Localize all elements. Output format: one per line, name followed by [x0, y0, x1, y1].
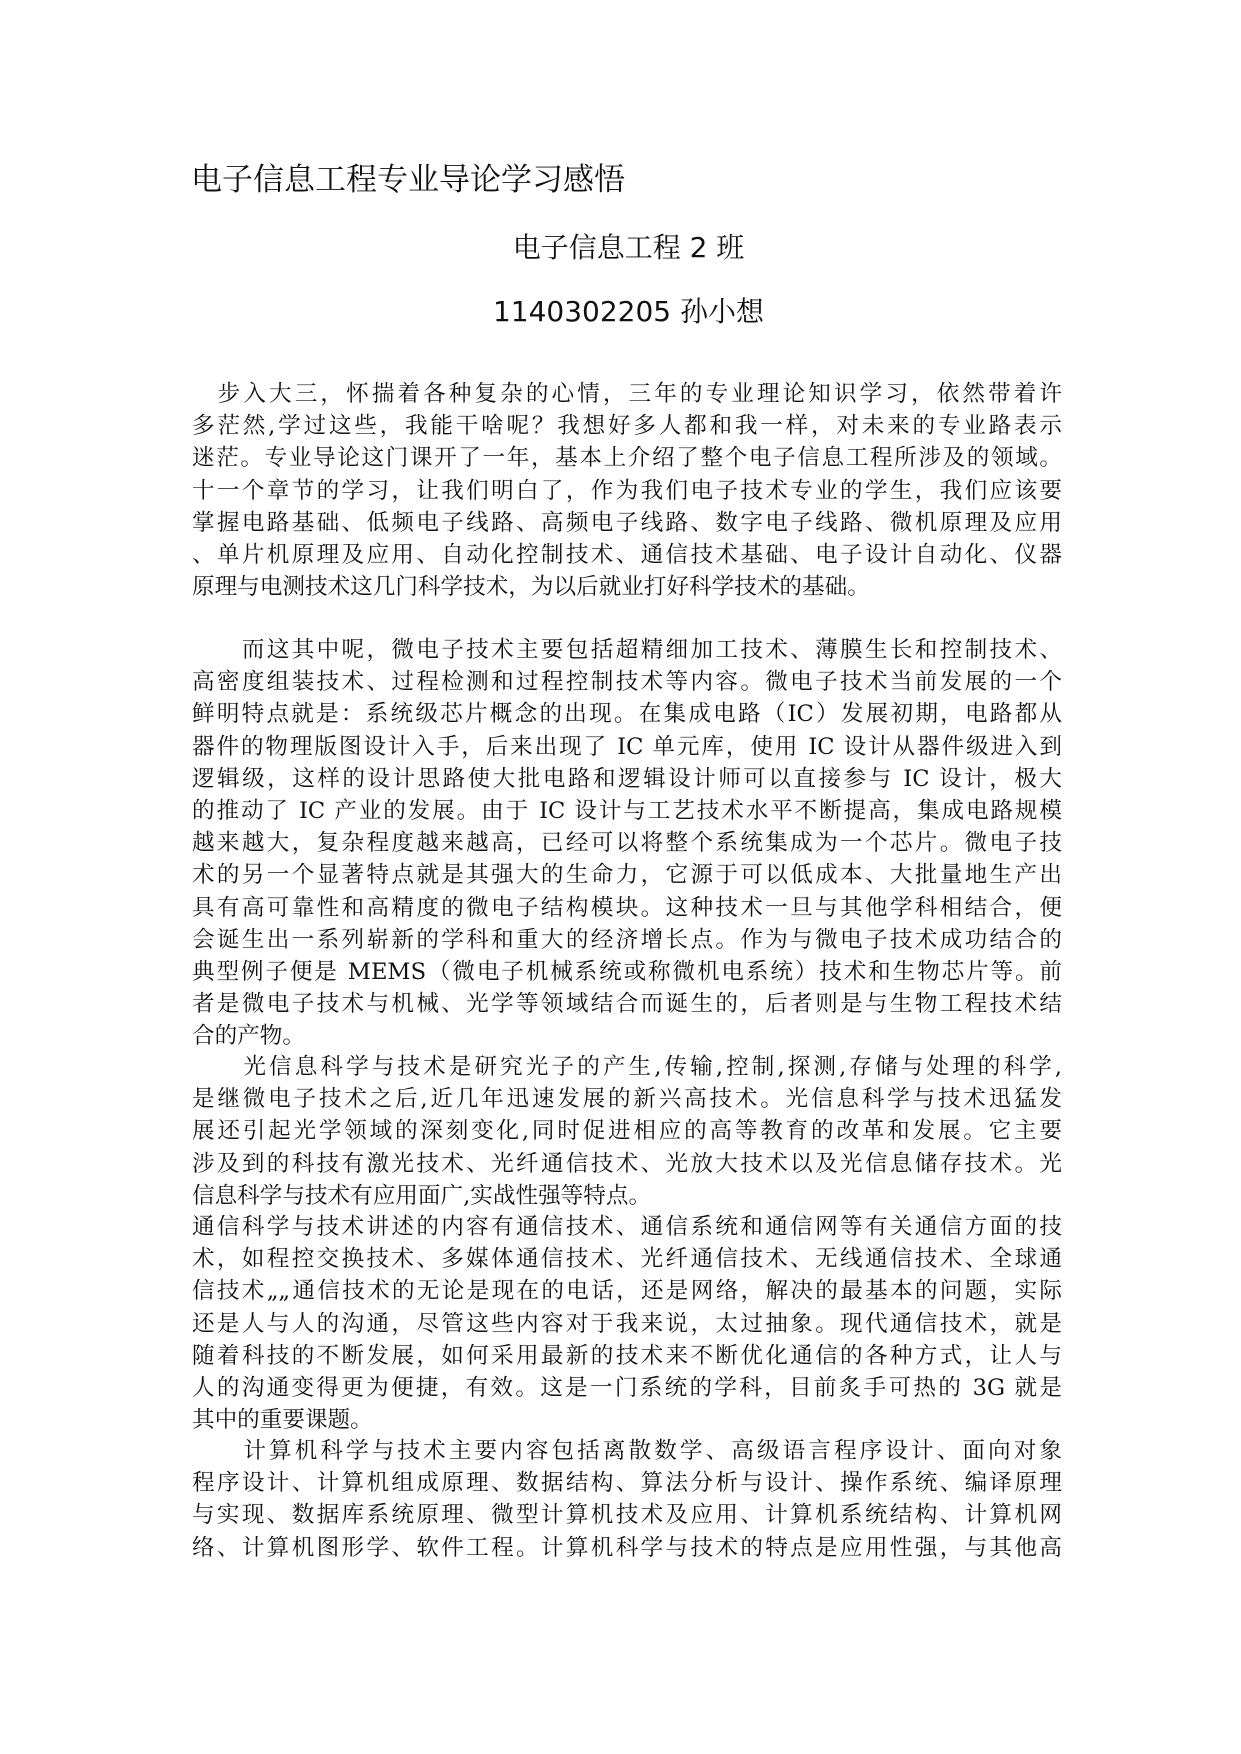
- text-line: 迷茫。专业导论这门课开了一年，基本上介绍了整个电子信息工程所涉及的领域。: [192, 445, 1062, 472]
- text-line: 是继微电子技术之后,近几年迅速发展的新兴高技术。光信息科学与技术迅猛发: [192, 1086, 1062, 1113]
- text-line: 、单片机原理及应用、自动化控制技术、通信技术基础、电子设计自动化、仪器: [192, 542, 1062, 569]
- text-line: 与实现、数据库系统原理、微型计算机技术及应用、计算机系统结构、计算机网: [192, 1502, 1062, 1529]
- text-line: 合的产物。: [192, 1023, 305, 1050]
- text-line: 高密度组装技术、过程检测和过程控制技术等内容。微电子技术当前发展的一个: [192, 669, 1062, 696]
- text-line: 信技术„„通信技术的无论是现在的电话，还是网络，解决的最基本的问题，实际: [192, 1278, 1062, 1305]
- text-line: 还是人与人的沟通，尽管这些内容对于我来说，太过抽象。现代通信技术，就是: [192, 1310, 1062, 1337]
- text-line: 随着科技的不断发展，如何采用最新的技术来不断优化通信的各种方式，让人与: [192, 1342, 1062, 1369]
- text-line: 而这其中呢，微电子技术主要包括超精细加工技术、薄膜生长和控制技术、: [192, 637, 1062, 663]
- text-line: 器件的物理版图设计入手，后来出现了 IC 单元库，使用 IC 设计从器件级进入到: [192, 733, 1062, 760]
- text-line: 其中的重要课题。: [192, 1407, 373, 1434]
- document-title: 电子信息工程专业导论学习感悟: [191, 162, 625, 198]
- text-line: 者是微电子技术与机械、光学等领域结合而诞生的，后者则是与生物工程技术结: [192, 991, 1062, 1018]
- text-line: 十一个章节的学习，让我们明白了，作为我们电子技术专业的学生，我们应该要: [192, 477, 1062, 504]
- text-line: 原理与电测技术这几门科学技术，为以后就业打好科学技术的基础。: [192, 574, 870, 601]
- text-line: 鲜明特点就是：系统级芯片概念的出现。在集成电路（IC）发展初期，电路都从: [192, 701, 1062, 728]
- text-line: 逻辑级，这样的设计思路使大批电路和逻辑设计师可以直接参与 IC 设计，极大: [192, 765, 1062, 792]
- text-line: 涉及到的科技有激光技术、光纤通信技术、光放大技术以及光信息储存技术。光: [192, 1150, 1062, 1177]
- text-line: 络、计算机图形学、软件工程。计算机科学与技术的特点是应用性强，与其他高: [192, 1534, 1062, 1561]
- paragraph-optical-info: [192, 1051, 1062, 1212]
- class-name: 电子信息工程 2 班: [512, 231, 745, 264]
- text-line: 步入大三，怀揣着各种复杂的心情，三年的专业理论知识学习，依然带着许: [192, 381, 1062, 407]
- text-line: 掌握电路基础、低频电子线路、高频电子线路、数字电子线路、微机原理及应用: [192, 509, 1062, 536]
- text-line: 多茫然,学过这些，我能干啥呢？我想好多人都和我一样，对未来的专业路表示: [192, 413, 1062, 440]
- text-line: 光信息科学与技术是研究光子的产生,传输,控制,探测,存储与处理的科学,: [192, 1054, 1062, 1080]
- text-line: 术的另一个显著特点就是其强大的生命力，它源于可以低成本、大批量地生产出: [192, 862, 1062, 889]
- text-line: 程序设计、计算机组成原理、数据结构、算法分析与设计、操作系统、编译原理: [192, 1470, 1062, 1497]
- text-line: 具有高可靠性和高精度的微电子结构模块。这种技术一旦与其他学科相结合，便: [192, 894, 1062, 921]
- text-line: 的推动了 IC 产业的发展。由于 IC 设计与工艺技术水平不断提高，集成电路规模: [192, 798, 1062, 825]
- text-line: 展还引起光学领域的深刻变化,同时促进相应的高等教育的改革和发展。它主要: [192, 1118, 1062, 1145]
- text-line: 计算机科学与技术主要内容包括离散数学、高级语言程序设计、面向对象: [192, 1438, 1062, 1464]
- paragraph-intro: [192, 378, 1062, 603]
- student-id-name: 1140302205 孙小想: [492, 295, 765, 328]
- paragraph-computer-science: [192, 1435, 1062, 1564]
- text-line: 通信科学与技术讲述的内容有通信技术、通信系统和通信网等有关通信方面的技: [192, 1214, 1062, 1240]
- text-line: 人的沟通变得更为便捷，有效。这是一门系统的学科，目前炙手可热的 3G 就是: [192, 1375, 1062, 1402]
- text-line: 术，如程控交换技术、多媒体通信技术、光纤通信技术、无线通信技术、全球通: [192, 1246, 1062, 1273]
- text-line: 越来越大，复杂程度越来越高，已经可以将整个系统集成为一个芯片。微电子技: [192, 830, 1062, 857]
- text-line: 典型例子便是 MEMS（微电子机械系统或称微机电系统）技术和生物芯片等。前: [192, 959, 1062, 986]
- paragraph-microelectronics: [192, 634, 1062, 1053]
- paragraph-communication: [192, 1211, 1062, 1436]
- text-line: 信息科学与技术有应用面广,实战性强等特点。: [192, 1182, 652, 1209]
- text-line: 会诞生出一系列崭新的学科和重大的经济增长点。作为与微电子技术成功结合的: [192, 926, 1062, 953]
